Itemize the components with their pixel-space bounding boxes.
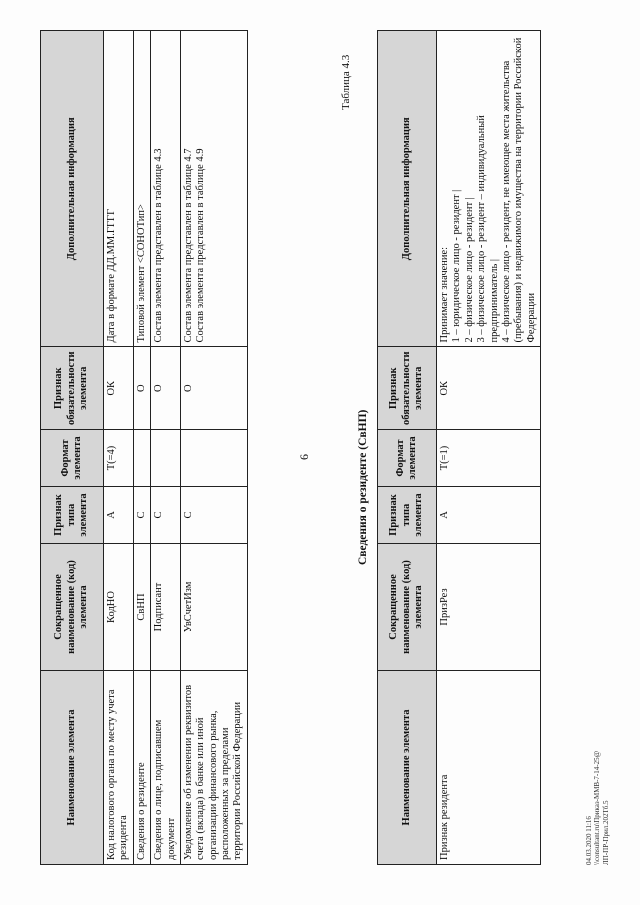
cell-name: Сведения о лице, подписавшем документ	[151, 671, 181, 865]
cell-type: С	[151, 487, 181, 544]
stamp-line: \\consultant.ru\Приказ-ММВ-7-14-25@	[593, 750, 602, 865]
cell-format	[133, 430, 150, 487]
cell-format	[151, 430, 181, 487]
table-row	[151, 31, 181, 865]
cell-info: Состав элемента представлен в таблице 4.3	[151, 31, 181, 347]
table-row	[104, 31, 134, 865]
col-header-type: Признак типа элемента	[41, 487, 104, 544]
info-line: 1 – юридическое лицо - резидент |	[451, 189, 463, 343]
cell-name: Сведения о резиденте	[133, 671, 150, 865]
table-row	[180, 31, 247, 865]
print-stamp	[585, 751, 610, 865]
cell-type: С	[180, 487, 247, 544]
col-header-name: Наименование элемента	[41, 671, 104, 865]
elements-table-main	[40, 30, 248, 865]
cell-type: А	[104, 487, 134, 544]
cell-required: ОК	[437, 347, 541, 430]
cell-code: ПризРез	[437, 544, 541, 671]
col-header-type: Признак типа элемента	[378, 487, 437, 544]
cell-format: Т(=4)	[104, 430, 134, 487]
cell-info-values	[437, 31, 541, 347]
col-header-name: Наименование элемента	[378, 671, 437, 865]
col-header-format: Формат элемента	[41, 430, 104, 487]
cell-code: Подписант	[151, 544, 181, 671]
info-line: Принимает значение:	[439, 246, 450, 343]
cell-code: УвСчетИзм	[180, 544, 247, 671]
stamp-line: 04.03.2020 11:16	[585, 816, 593, 865]
col-header-required: Признак обязательности элемента	[378, 347, 437, 430]
cell-name: Уведомление об изменении реквизитов счета (вклада) в банке или иной организации финансового рынка, расположенных за пределами территории Российской Федерации	[180, 671, 247, 865]
col-header-code: Сокращенное наименование (код) элемента	[41, 544, 104, 671]
table-header-row	[41, 31, 104, 865]
cell-info-extra: Состав элемента представлен в таблице 4.9	[195, 148, 207, 343]
cell-required: ОК	[104, 347, 134, 430]
cell-code: КодНО	[104, 544, 134, 671]
cell-info: Типовой элемент <СОНОТип>	[133, 31, 150, 347]
info-line: 2 – физическое лицо - резидент |	[463, 197, 475, 343]
table-title: Сведения о резиденте (СвНП)	[357, 409, 369, 565]
cell-name: Признак резидента	[437, 671, 541, 865]
cell-name: Код налогового органа по месту учета резидента	[104, 671, 134, 865]
col-header-info: Дополнительная информация	[378, 31, 437, 347]
info-line: 3 – физическое лицо - резидент – индивидуальный предприниматель |	[476, 115, 500, 343]
cell-info-multi	[180, 31, 247, 347]
table-row	[437, 31, 541, 865]
table-header-row	[378, 31, 437, 865]
cell-required: О	[151, 347, 181, 430]
cell-type: А	[437, 487, 541, 544]
cell-type: С	[133, 487, 150, 544]
table-row	[133, 31, 150, 865]
info-line: 4 – физическое лицо - резидент, не имеющее места жительства (пребывания) и недвижимого имущества на территории Российской Федерации	[500, 37, 537, 343]
col-header-code: Сокращенное наименование (код) элемента	[378, 544, 437, 671]
col-header-info: Дополнительная информация	[41, 31, 104, 347]
page-number: 6	[297, 454, 311, 460]
resident-info-table	[377, 30, 541, 865]
table-caption: Таблица 4.3	[340, 54, 352, 110]
col-header-required: Признак обязательности элемента	[41, 347, 104, 430]
col-header-format: Формат элемента	[378, 430, 437, 487]
cell-info: Дата в формате ДД.ММ.ГГГГ	[104, 31, 134, 347]
cell-required: О	[133, 347, 150, 430]
cell-required: О	[180, 347, 247, 430]
cell-code: СвНП	[133, 544, 150, 671]
cell-format: Т(=1)	[437, 430, 541, 487]
cell-format	[180, 430, 247, 487]
cell-info: Состав элемента представлен в таблице 4.7	[182, 148, 194, 343]
stamp-line: ЛП-ПР-Прил.202Тб.5	[601, 800, 610, 865]
